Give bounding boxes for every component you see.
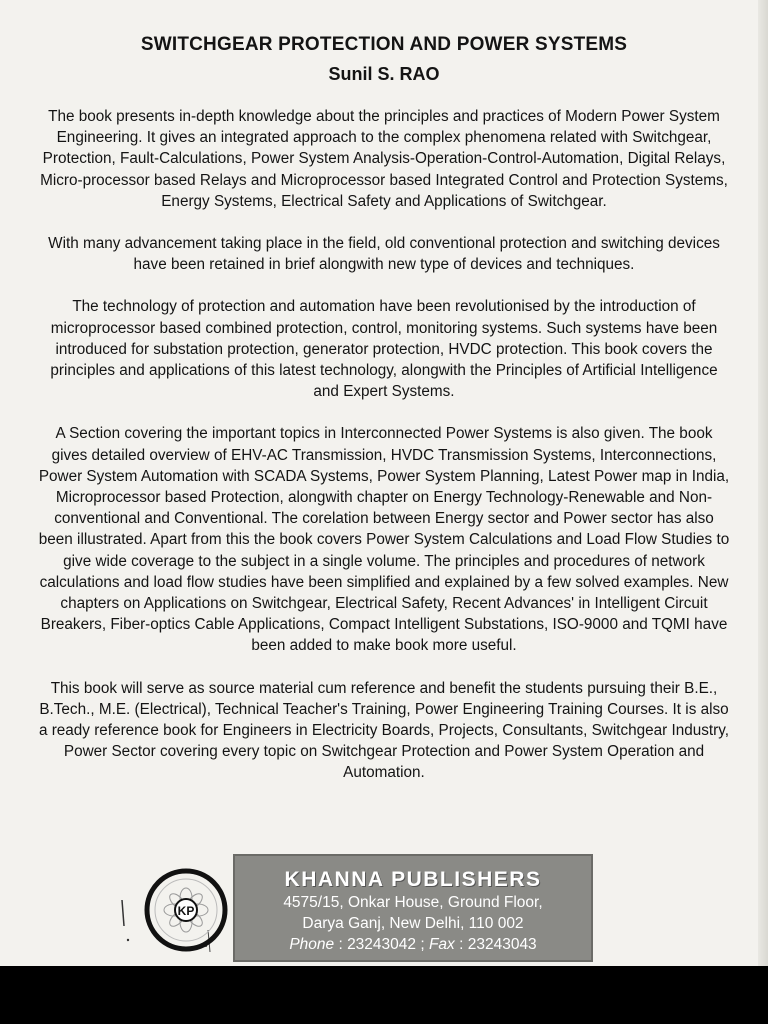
phone-number: 23243042: [347, 936, 417, 953]
blurb-paragraph-3: The technology of protection and automation have been revolutionised by the introduction of microprocessor based combined protection, control, monitoring systems. Such systems have been introduced for substation protection, generator protection, HVDC protection. This book covers the principles and applications of this latest technology, alongwith the Principles of Artificial Intelligence and Expert Systems.: [50, 298, 718, 401]
publisher-contact: [235, 934, 591, 955]
blurb-text: [36, 106, 732, 805]
page-edge: [758, 0, 768, 966]
kp-logo-icon: [144, 868, 228, 952]
blurb-paragraph-2: With many advancement taking place in the field, old conventional protection and switching devices have been retained in brief alongwith new type of devices and techniques.: [48, 235, 720, 274]
phone-label: Phone: [289, 936, 335, 953]
publisher-name: KHANNA PUBLISHERS: [284, 868, 542, 891]
book-author: Sunil S. RAO: [328, 64, 440, 84]
book-title: SWITCHGEAR PROTECTION AND POWER SYSTEMS: [140, 34, 628, 55]
blurb-paragraph-5: This book will serve as source material cum reference and benefit the students pursuing their B.E., B.Tech., M.E. (Electrical), Technical Teacher's Training, Power Engineering Training Courses. It is also a ready reference book for Engineers in Electricity Boards, Projects, Consultants, Switchgear Industry, Power Sector covering every topic on Switchgear Protection and Power System Operation and Automation.: [38, 679, 730, 782]
publisher-box: [233, 854, 593, 962]
kp-logo-text: KP: [177, 904, 195, 918]
publisher-address-line-1: 4575/15, Onkar House, Ground Floor,: [283, 894, 543, 911]
fax-number: 23243043: [467, 936, 537, 953]
blurb-paragraph-1: The book presents in-depth knowledge about the principles and practices of Modern Power System Engineering. It gives an integrated approach to the complex phenomena related with Switchgear, Protection, Fault-Calculations, Power System Analysis-Operation-Control-Automation, Digital Relays, Micro-processor based Relays and Microprocessor based Integrated Control and Protection Systems, Energy Systems, Electrical Safety and Applications of Switchgear.: [40, 108, 728, 210]
blurb-paragraph-4: A Section covering the important topics in Interconnected Power Systems is also given. The book gives detailed overview of EHV-AC Transmission, HVDC Transmission Systems, Interconnections, Power System Automation with SCADA Systems, Power System Planning, Latest Power map in India, Microprocessor based Protection, alongwith chapter on Energy Technology-Renewable and Non-conventional and Conventional. The corelation between Energy sector and Power sector has also been illustrated. Apart from this the book covers Power System Calculations and Load Flow Studies to give wide coverage to the subject in a single volume. The principles and procedures of network calculations and load flow studies have been simplified and explained by a few solved examples. New chapters on Applications on Switchgear, Electrical Safety, Recent Advances' in Intelligent Circuit Breakers, Fiber-optics Cable Applications, Compact Intelligent Substations, ISO-9000 and TQMI have been added to make book more useful.: [38, 425, 730, 655]
contact-separator: ;: [416, 936, 429, 953]
kp-logo: [144, 868, 228, 952]
publisher-address-line-2: Darya Ganj, New Delhi, 110 002: [302, 915, 524, 932]
publisher-footer: [0, 852, 768, 966]
phone-separator: :: [334, 936, 348, 953]
fax-separator: :: [454, 936, 468, 953]
fax-label: Fax: [428, 936, 455, 953]
